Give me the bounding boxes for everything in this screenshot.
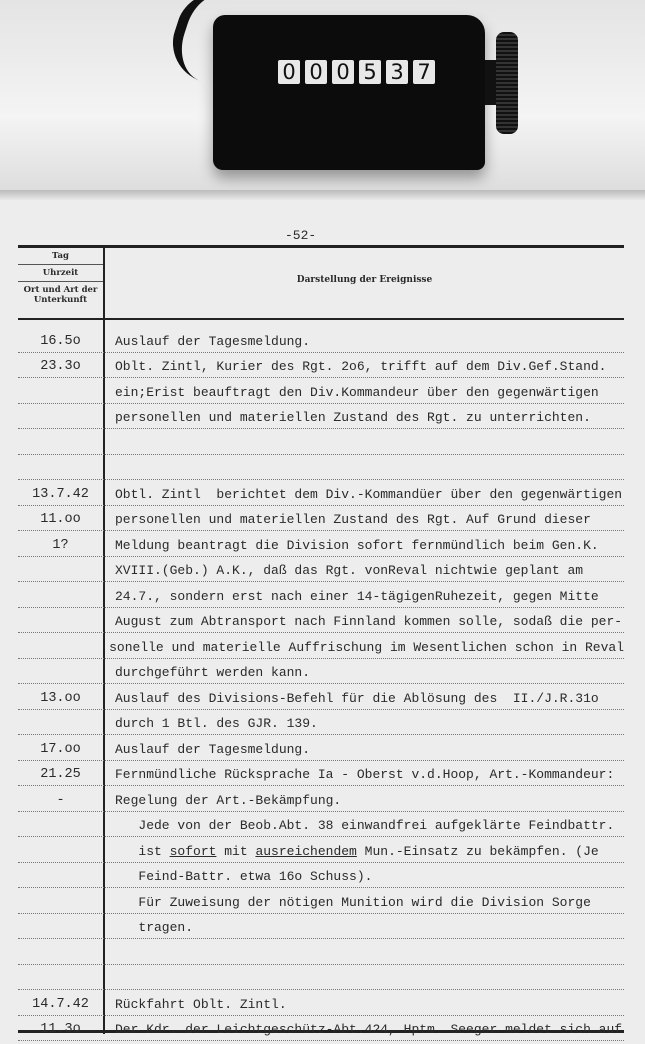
text-segment: tragen. xyxy=(115,920,194,935)
entry-time xyxy=(18,476,103,479)
diary-row xyxy=(18,429,624,455)
counter-knob xyxy=(496,32,518,134)
text-segment: Auslauf der Tagesmeldung. xyxy=(115,741,311,757)
diary-row xyxy=(18,837,624,863)
text-segment: Mun.-Einsatz zu bekämpfen. (Je xyxy=(356,843,599,859)
entry-time: 13.oo xyxy=(40,690,81,706)
text-segment: personellen und materiellen Zustand des Rgt. Auf Grund dieser xyxy=(115,512,591,527)
paper-fold xyxy=(0,190,645,200)
entry-time: 17.oo xyxy=(40,741,81,757)
entry-time: 11.3o xyxy=(40,1022,81,1037)
entry-text xyxy=(103,716,318,734)
entry-text xyxy=(103,920,193,938)
diary-row xyxy=(18,888,624,914)
entry-text xyxy=(103,563,583,581)
header-left-column xyxy=(18,248,103,308)
text-segment: ist xyxy=(115,843,170,859)
diary-row xyxy=(18,506,624,532)
entry-text xyxy=(103,451,115,454)
diary-row xyxy=(18,914,624,940)
entry-text xyxy=(103,487,622,505)
diary-row xyxy=(18,659,624,685)
diary-row xyxy=(18,455,624,481)
entry-text xyxy=(103,512,591,530)
entry-time xyxy=(18,400,103,403)
text-segment: XVIII.(Geb.) A.K., daß das Rgt. vonReval nichtwie geplant am xyxy=(115,563,584,578)
diary-row xyxy=(18,353,624,379)
text-segment: durchgeführt werden kann. xyxy=(115,665,311,680)
entry-time: 21.25 xyxy=(40,767,81,782)
text-segment: August zum Abtransport nach Finnland kommen solle, sodaß die per- xyxy=(115,614,623,629)
entry-text xyxy=(103,742,310,760)
entry-time xyxy=(18,451,103,454)
text-segment: Regelung der Art.-Bekämpfung. xyxy=(115,792,342,808)
diary-row xyxy=(18,990,624,1016)
underlined-text: sofort xyxy=(169,843,217,859)
entry-time: 13.7.42 xyxy=(32,486,89,502)
diary-row xyxy=(18,531,624,557)
entry-time: - xyxy=(56,792,65,808)
page-counter-device xyxy=(213,15,485,170)
diary-row xyxy=(18,633,624,659)
entry-text xyxy=(103,359,606,377)
entry-time: 16.5o xyxy=(40,333,81,349)
text-segment: ein;Erist beauftragt den Div.Kommandeur über den gegenwärtigen xyxy=(115,384,599,400)
text-segment: Auslauf des Divisions-Befehl für die Ablösung des II./J.R.31o xyxy=(115,690,599,706)
diary-row xyxy=(18,378,624,404)
diary-row xyxy=(18,1016,624,1042)
text-segment: Oblt. Zintl, Kurier des Rgt. 2o6, trifft auf dem Div.Gef.Stand. xyxy=(115,359,607,374)
text-segment: Fernmündliche Rücksprache Ia - Oberst v.d.Hoop, Art.-Kommandeur: xyxy=(115,767,615,782)
entry-text xyxy=(103,691,599,709)
underlined-text: ausreichendem xyxy=(255,843,357,859)
diary-row xyxy=(18,608,624,634)
header-uhrzeit: Uhrzeit xyxy=(18,265,103,282)
text-segment: mit xyxy=(216,843,256,859)
counter-digit: 0 xyxy=(305,60,327,84)
text-segment: durch 1 Btl. des GJR. 139. xyxy=(115,716,318,731)
entry-text xyxy=(103,589,599,607)
entry-time: 11.oo xyxy=(40,512,81,527)
counter-digit: 0 xyxy=(332,60,354,84)
entry-time: 23.3o xyxy=(40,359,81,374)
entry-text xyxy=(103,410,591,428)
entry-text xyxy=(103,476,115,479)
entry-time xyxy=(18,961,103,964)
entry-text xyxy=(103,961,115,964)
header-rule xyxy=(18,318,624,320)
entry-time xyxy=(18,629,103,632)
counter-digit: 5 xyxy=(359,60,381,84)
diary-row xyxy=(18,735,624,761)
entry-time: 1? xyxy=(52,537,69,553)
diary-row xyxy=(18,939,624,965)
entry-text xyxy=(103,538,599,556)
entry-time xyxy=(18,884,103,887)
text-segment: sonelle und materielle Auffrischung im Wesentlichen schon in Reval xyxy=(109,639,624,655)
text-segment: Auslauf der Tagesmeldung. xyxy=(115,333,311,349)
counter-photo xyxy=(0,0,645,195)
text-segment: Rückfahrt Oblt. Zintl. xyxy=(115,996,287,1012)
diary-row xyxy=(18,786,624,812)
entry-text xyxy=(103,869,372,887)
entry-time xyxy=(18,833,103,836)
text-segment: 24.7., sondern erst nach einer 14-tägigenRuhezeit, gegen Mitte xyxy=(115,588,599,604)
entry-text xyxy=(103,844,599,862)
entry-text xyxy=(103,767,614,785)
page-number: -52- xyxy=(285,228,317,243)
diary-row xyxy=(18,863,624,889)
entry-text xyxy=(103,818,614,836)
entry-text xyxy=(103,997,287,1015)
entry-time xyxy=(18,680,103,683)
diary-row xyxy=(18,812,624,838)
entry-time xyxy=(18,859,103,862)
entry-time xyxy=(18,731,103,734)
diary-row xyxy=(18,684,624,710)
header-ort: Ort und Art der Unterkunft xyxy=(23,285,98,305)
diary-row xyxy=(18,965,624,991)
counter-digit: 0 xyxy=(278,60,300,84)
diary-row xyxy=(18,480,624,506)
text-segment: personellen und materiellen Zustand des Rgt. zu unterrichten. xyxy=(115,410,591,425)
diary-row xyxy=(18,710,624,736)
text-segment: Feind-Battr. etwa 16o Schuss). xyxy=(115,869,373,884)
entry-time xyxy=(18,425,103,428)
entry-text xyxy=(103,986,115,989)
text-segment: Der Kdr. der Leichtgeschütz-Abt.424, Hptm. Seeger meldet sich auf xyxy=(115,1022,623,1037)
entry-time xyxy=(18,578,103,581)
diary-row xyxy=(18,557,624,583)
entry-time xyxy=(18,910,103,913)
counter-digit: 3 xyxy=(386,60,408,84)
entry-text xyxy=(103,1022,622,1040)
counter-digit: 7 xyxy=(413,60,435,84)
entry-text xyxy=(103,665,310,683)
counter-digits xyxy=(278,60,435,84)
text-segment: Für Zuweisung der nötigen Munition wird die Division Sorge xyxy=(115,894,591,910)
entry-text xyxy=(103,895,591,913)
entry-time xyxy=(18,935,103,938)
entry-time xyxy=(18,986,103,989)
entry-time xyxy=(18,655,97,658)
table-top-rule xyxy=(18,245,624,248)
entry-time: 14.7.42 xyxy=(32,996,89,1012)
text-segment: Obtl. Zintl berichtet dem Div.-Kommandüer über den gegenwärtigen xyxy=(115,486,623,502)
entry-text xyxy=(103,793,341,811)
entry-text xyxy=(103,334,310,352)
diary-row xyxy=(18,404,624,430)
entry-time xyxy=(18,604,103,607)
text-segment: Meldung beantragt die Division sofort fernmündlich beim Gen.K. xyxy=(115,537,599,553)
entry-text xyxy=(103,614,622,632)
diary-row xyxy=(18,327,624,353)
diary-row xyxy=(18,761,624,787)
entry-text xyxy=(97,640,624,658)
text-segment: Jede von der Beob.Abt. 38 einwandfrei aufgeklärte Feindbattr. xyxy=(115,818,615,833)
header-main-column: Darstellung der Ereignisse xyxy=(296,275,433,285)
header-tag: Tag xyxy=(18,248,103,265)
diary-entries xyxy=(18,327,624,1041)
diary-row xyxy=(18,582,624,608)
entry-text xyxy=(103,385,599,403)
